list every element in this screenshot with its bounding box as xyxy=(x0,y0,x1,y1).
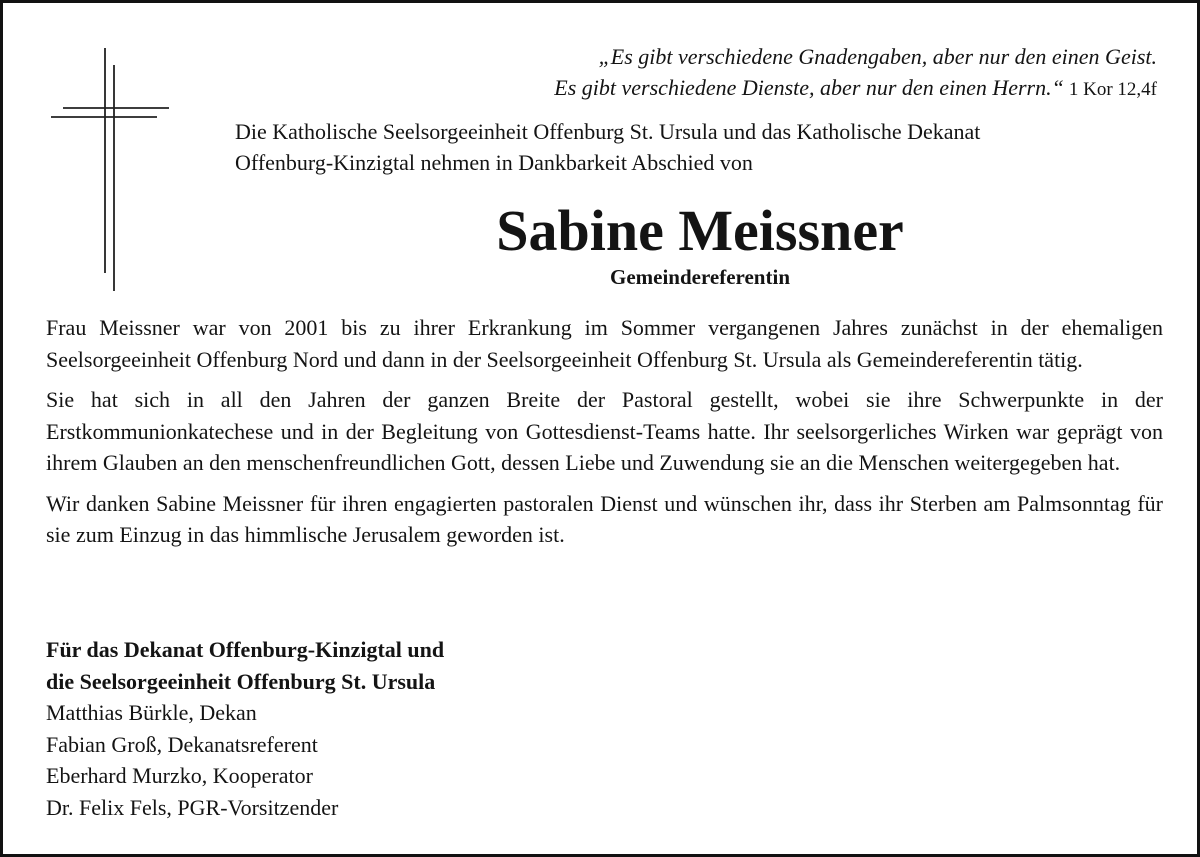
body-paragraph-3: Wir danken Sabine Meissner für ihren engagierten pastoralen Dienst und wünschen ihr, dass ihr Sterben am Palmsonntag für sie zum Einzug in das himmlische Jerusalem geworden ist. xyxy=(46,490,1163,547)
signer-3: Eberhard Murzko, Kooperator xyxy=(46,763,313,788)
intro-line-1: Die Katholische Seelsorgeeinheit Offenburg St. Ursula und das Katholische Dekanat xyxy=(235,119,981,144)
notice-body xyxy=(46,312,1163,560)
body-paragraph-1: Frau Meissner war von 2001 bis zu ihrer Erkrankung im Sommer vergangenen Jahres zunächst in der ehemaligen Seelsorgeeinheit Offenburg Nord und dann in der Seelsorgeeinheit Offenburg St. Ursula als Gemeindereferentin tätig. xyxy=(46,315,1163,372)
deceased-name: Sabine Meissner xyxy=(496,198,904,263)
bible-quote xyxy=(554,41,1157,105)
signature-heading-1: Für das Dekanat Offenburg-Kinzigtal und xyxy=(46,637,445,662)
signature-block xyxy=(46,634,444,823)
quote-line-1: „Es gibt verschiedene Gnadengaben, aber nur den einen Geist. xyxy=(598,44,1157,69)
deceased-role: Gemeindereferentin xyxy=(609,265,790,289)
quote-line-2: Es gibt verschiedene Dienste, aber nur den einen Herrn.“ xyxy=(554,75,1064,100)
signer-4: Dr. Felix Fels, PGR-Vorsitzender xyxy=(46,794,339,820)
cross-icon xyxy=(47,43,177,293)
intro-line-2: Offenburg-Kinzigtal nehmen in Dankbarkeit Abschied von xyxy=(235,150,753,175)
intro-text xyxy=(235,116,1165,178)
quote-reference: 1 Kor 12,4f xyxy=(1068,79,1157,100)
signature-heading-2: die Seelsorgeeinheit Offenburg St. Ursula xyxy=(46,668,436,694)
signer-1: Matthias Bürkle, Dekan xyxy=(46,700,257,725)
body-paragraph-2: Sie hat sich in all den Jahren der ganzen Breite der Pastoral gestellt, wobei sie ihre Schwerpunkte in der Erstkommunionkatechese und in der Begleitung von Gottesdienst-Teams hatte. Ihr seelsorgerliches Wirken war geprägt von ihrem Glauben an den menschenfreundlichen Gott, dessen Liebe und Zuwendung sie an die Menschen weitergegeben hat. xyxy=(46,387,1163,475)
signer-2: Fabian Groß, Dekanatsreferent xyxy=(46,731,318,757)
